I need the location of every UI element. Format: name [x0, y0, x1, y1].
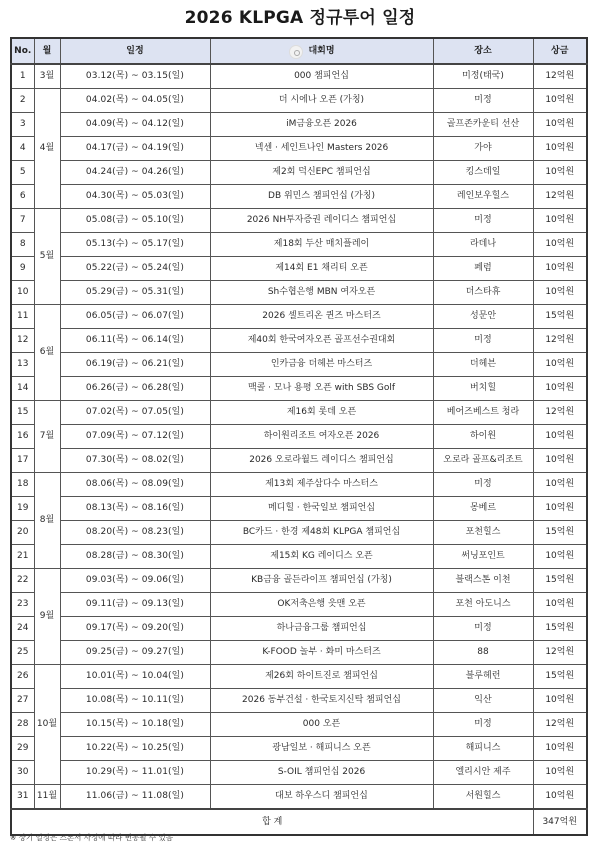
header-event: 대회명: [210, 38, 433, 64]
venue: 더헤븐: [433, 353, 533, 377]
venue: 포천 아도니스: [433, 593, 533, 617]
row-number: 9: [11, 257, 34, 281]
row-number: 27: [11, 689, 34, 713]
event-name: 하이원리조트 여자오픈 2026: [210, 425, 433, 449]
event-name: 2026 오로라월드 레이디스 챔피언십: [210, 449, 433, 473]
date-range: 08.20(목) ~ 08.23(일): [60, 521, 210, 545]
table-row: [11, 64, 587, 89]
date-range: 09.11(금) ~ 09.13(일): [60, 593, 210, 617]
header-prize: 상금: [533, 38, 587, 64]
row-number: 4: [11, 137, 34, 161]
row-number: 11: [11, 305, 34, 329]
month-cell: 8월: [34, 473, 60, 569]
row-number: 29: [11, 737, 34, 761]
header-month: 월: [34, 38, 60, 64]
event-name: 2026 NH투자증권 레이디스 챔피언십: [210, 209, 433, 233]
prize: 12억원: [533, 401, 587, 425]
venue: 오로라 골프&리조트: [433, 449, 533, 473]
venue: 미정: [433, 473, 533, 497]
date-range: 10.08(목) ~ 10.11(일): [60, 689, 210, 713]
event-name: 광남일보 · 해피니스 오픈: [210, 737, 433, 761]
venue: 88: [433, 641, 533, 665]
prize: 10억원: [533, 377, 587, 401]
month-cell: 4월: [34, 89, 60, 209]
date-range: 08.13(목) ~ 08.16(일): [60, 497, 210, 521]
date-range: 04.09(목) ~ 04.12(일): [60, 113, 210, 137]
event-name: 더 시에나 오픈 (가칭): [210, 89, 433, 113]
row-number: 18: [11, 473, 34, 497]
venue: 버치힐: [433, 377, 533, 401]
row-number: 26: [11, 665, 34, 689]
table-row: [11, 521, 587, 545]
table-row: [11, 761, 587, 785]
date-range: 06.19(금) ~ 06.21(일): [60, 353, 210, 377]
row-number: 25: [11, 641, 34, 665]
row-number: 2: [11, 89, 34, 113]
venue: 미정: [433, 713, 533, 737]
venue: 레인보우힐스: [433, 185, 533, 209]
month-cell: 7월: [34, 401, 60, 473]
month-cell: 9월: [34, 569, 60, 665]
total-prize: 347억원: [533, 809, 587, 835]
date-range: 04.30(목) ~ 05.03(일): [60, 185, 210, 209]
header-date: 일정: [60, 38, 210, 64]
row-number: 20: [11, 521, 34, 545]
date-range: 04.24(금) ~ 04.26(일): [60, 161, 210, 185]
row-number: 28: [11, 713, 34, 737]
date-range: 06.05(금) ~ 06.07(일): [60, 305, 210, 329]
event-name: 000 오픈: [210, 713, 433, 737]
prize: 10억원: [533, 737, 587, 761]
table-row: [11, 497, 587, 521]
date-range: 07.02(목) ~ 07.05(일): [60, 401, 210, 425]
event-name: 2026 동부건설 · 한국토지신탁 챔피언십: [210, 689, 433, 713]
row-number: 30: [11, 761, 34, 785]
table-row: [11, 185, 587, 209]
event-name: 제16회 롯데 오픈: [210, 401, 433, 425]
row-number: 16: [11, 425, 34, 449]
date-range: 10.15(목) ~ 10.18(일): [60, 713, 210, 737]
venue: 서원힐스: [433, 785, 533, 810]
event-name: 제13회 제주삼다수 마스터스: [210, 473, 433, 497]
row-number: 12: [11, 329, 34, 353]
event-name: S-OIL 챔피언십 2026: [210, 761, 433, 785]
venue: 미정: [433, 617, 533, 641]
event-name: 맥콜 · 모나 용평 오픈 with SBS Golf: [210, 377, 433, 401]
venue: 엘리시안 제주: [433, 761, 533, 785]
event-name: 2026 셀트리온 퀸즈 마스터즈: [210, 305, 433, 329]
date-range: 06.26(금) ~ 06.28(일): [60, 377, 210, 401]
venue: 킹스데일: [433, 161, 533, 185]
date-range: 04.02(목) ~ 04.05(일): [60, 89, 210, 113]
prize: 15억원: [533, 521, 587, 545]
event-name: 메디힐 · 한국일보 챔피언십: [210, 497, 433, 521]
prize: 10억원: [533, 89, 587, 113]
date-range: 09.17(목) ~ 09.20(일): [60, 617, 210, 641]
table-row: [11, 89, 587, 113]
table-row: [11, 377, 587, 401]
row-number: 1: [11, 64, 34, 89]
prize: 12억원: [533, 713, 587, 737]
date-range: 08.06(목) ~ 08.09(일): [60, 473, 210, 497]
venue: 포천힐스: [433, 521, 533, 545]
date-range: 09.25(금) ~ 09.27(일): [60, 641, 210, 665]
date-range: 05.08(금) ~ 05.10(일): [60, 209, 210, 233]
venue: 미정: [433, 329, 533, 353]
table-row: [11, 209, 587, 233]
prize: 10억원: [533, 593, 587, 617]
event-name: KB금융 골든라이프 챔피언십 (가칭): [210, 569, 433, 593]
row-number: 8: [11, 233, 34, 257]
table-body: [11, 64, 587, 809]
table-row: [11, 785, 587, 810]
month-cell: 10월: [34, 665, 60, 785]
date-range: 10.22(목) ~ 10.25(일): [60, 737, 210, 761]
date-range: 04.17(금) ~ 04.19(일): [60, 137, 210, 161]
event-name: 제18회 두산 매치플레이: [210, 233, 433, 257]
event-name: K-FOOD 놀부 · 화미 마스터즈: [210, 641, 433, 665]
date-range: 07.30(목) ~ 08.02(일): [60, 449, 210, 473]
row-number: 3: [11, 113, 34, 137]
row-number: 6: [11, 185, 34, 209]
row-number: 7: [11, 209, 34, 233]
table-row: [11, 113, 587, 137]
venue: 가야: [433, 137, 533, 161]
prize: 12억원: [533, 329, 587, 353]
venue: 라데나: [433, 233, 533, 257]
prize: 10억원: [533, 257, 587, 281]
venue: 블루헤런: [433, 665, 533, 689]
date-range: 05.29(금) ~ 05.31(일): [60, 281, 210, 305]
prize: 12억원: [533, 185, 587, 209]
total-label: 합 계: [11, 809, 533, 835]
date-range: 08.28(금) ~ 08.30(일): [60, 545, 210, 569]
venue: 해피니스: [433, 737, 533, 761]
table-row: [11, 257, 587, 281]
venue: 몽베르: [433, 497, 533, 521]
prize: 10억원: [533, 161, 587, 185]
venue: 미정(태국): [433, 64, 533, 89]
table-row: [11, 545, 587, 569]
month-cell: 5월: [34, 209, 60, 305]
prize: 10억원: [533, 137, 587, 161]
table-row: [11, 593, 587, 617]
event-name: 하나금융그룹 챔피언십: [210, 617, 433, 641]
row-number: 23: [11, 593, 34, 617]
event-name: 제14회 E1 채리티 오픈: [210, 257, 433, 281]
date-range: 05.22(금) ~ 05.24(일): [60, 257, 210, 281]
prize: 15억원: [533, 617, 587, 641]
table-row: [11, 713, 587, 737]
row-number: 24: [11, 617, 34, 641]
schedule-table: [10, 37, 588, 836]
event-name: 넥센 · 세인트나인 Masters 2026: [210, 137, 433, 161]
table-row: [11, 305, 587, 329]
table-row: [11, 353, 587, 377]
table-row: [11, 689, 587, 713]
date-range: 03.12(목) ~ 03.15(일): [60, 64, 210, 89]
event-name: 제15회 KG 레이디스 오픈: [210, 545, 433, 569]
prize: 10억원: [533, 497, 587, 521]
event-name: 제2회 덕신EPC 챔피언십: [210, 161, 433, 185]
prize: 15억원: [533, 305, 587, 329]
venue: 베어즈베스트 청라: [433, 401, 533, 425]
venue: 익산: [433, 689, 533, 713]
table-row: [11, 449, 587, 473]
venue: 미정: [433, 209, 533, 233]
prize: 15억원: [533, 569, 587, 593]
date-range: 06.11(목) ~ 06.14(일): [60, 329, 210, 353]
venue: 페럼: [433, 257, 533, 281]
date-range: 05.13(수) ~ 05.17(일): [60, 233, 210, 257]
venue: 더스타휴: [433, 281, 533, 305]
row-number: 15: [11, 401, 34, 425]
table-row: [11, 425, 587, 449]
table-row: [11, 281, 587, 305]
event-name: 대보 하우스디 챔피언십: [210, 785, 433, 810]
prize: 12억원: [533, 641, 587, 665]
row-number: 17: [11, 449, 34, 473]
page-title: 2026 KLPGA 정규투어 일정: [184, 8, 416, 28]
venue: 써닝포인트: [433, 545, 533, 569]
venue: 성문안: [433, 305, 533, 329]
event-name: OK저축은행 읏맨 오픈: [210, 593, 433, 617]
table-row: [11, 617, 587, 641]
prize: 15억원: [533, 665, 587, 689]
date-range: 11.06(금) ~ 11.08(일): [60, 785, 210, 810]
date-range: 09.03(목) ~ 09.06(일): [60, 569, 210, 593]
row-number: 22: [11, 569, 34, 593]
event-name: 제26회 하이트진로 챔피언십: [210, 665, 433, 689]
event-name: BC카드 · 한경 제48회 KLPGA 챔피언십: [210, 521, 433, 545]
event-name: DB 위민스 챔피언십 (가칭): [210, 185, 433, 209]
prize: 10억원: [533, 449, 587, 473]
month-cell: 3월: [34, 64, 60, 89]
event-name: 000 챔피언십: [210, 64, 433, 89]
footnote: ※ 상기 일정은 스폰서 사정에 따라 변동될 수 있음: [10, 833, 174, 842]
table-row: [11, 473, 587, 497]
date-range: 10.29(목) ~ 11.01(일): [60, 761, 210, 785]
row-number: 10: [11, 281, 34, 305]
prize: 10억원: [533, 761, 587, 785]
venue: 하이원: [433, 425, 533, 449]
row-number: 21: [11, 545, 34, 569]
prize: 10억원: [533, 545, 587, 569]
table-row: [11, 329, 587, 353]
event-name: iM금융오픈 2026: [210, 113, 433, 137]
header-venue: 장소: [433, 38, 533, 64]
event-name: 제40회 한국여자오픈 골프선수권대회: [210, 329, 433, 353]
month-cell: 6월: [34, 305, 60, 401]
prize: 10억원: [533, 209, 587, 233]
month-cell: 11월: [34, 785, 60, 810]
prize: 10억원: [533, 233, 587, 257]
header-no: No.: [11, 38, 34, 64]
venue: 골프존카운티 선산: [433, 113, 533, 137]
venue: 블랙스톤 이천: [433, 569, 533, 593]
table-row: [11, 161, 587, 185]
row-number: 19: [11, 497, 34, 521]
prize: 10억원: [533, 425, 587, 449]
prize: 10억원: [533, 353, 587, 377]
table-row: [11, 569, 587, 593]
row-number: 13: [11, 353, 34, 377]
date-range: 07.09(목) ~ 07.12(일): [60, 425, 210, 449]
table-row: [11, 737, 587, 761]
prize: 10억원: [533, 689, 587, 713]
event-name: 인카금융 더헤븐 마스터즈: [210, 353, 433, 377]
row-number: 14: [11, 377, 34, 401]
table-row: [11, 233, 587, 257]
row-number: 5: [11, 161, 34, 185]
date-range: 10.01(목) ~ 10.04(일): [60, 665, 210, 689]
prize: 10억원: [533, 281, 587, 305]
table-row: [11, 641, 587, 665]
table-row: [11, 665, 587, 689]
table-row: [11, 401, 587, 425]
prize: 10억원: [533, 113, 587, 137]
table-row: [11, 137, 587, 161]
prize: 10억원: [533, 473, 587, 497]
prize: 12억원: [533, 64, 587, 89]
venue: 미정: [433, 89, 533, 113]
row-number: 31: [11, 785, 34, 810]
event-name: Sh수협은행 MBN 여자오픈: [210, 281, 433, 305]
prize: 10억원: [533, 785, 587, 810]
watermark-icon: [289, 45, 303, 59]
